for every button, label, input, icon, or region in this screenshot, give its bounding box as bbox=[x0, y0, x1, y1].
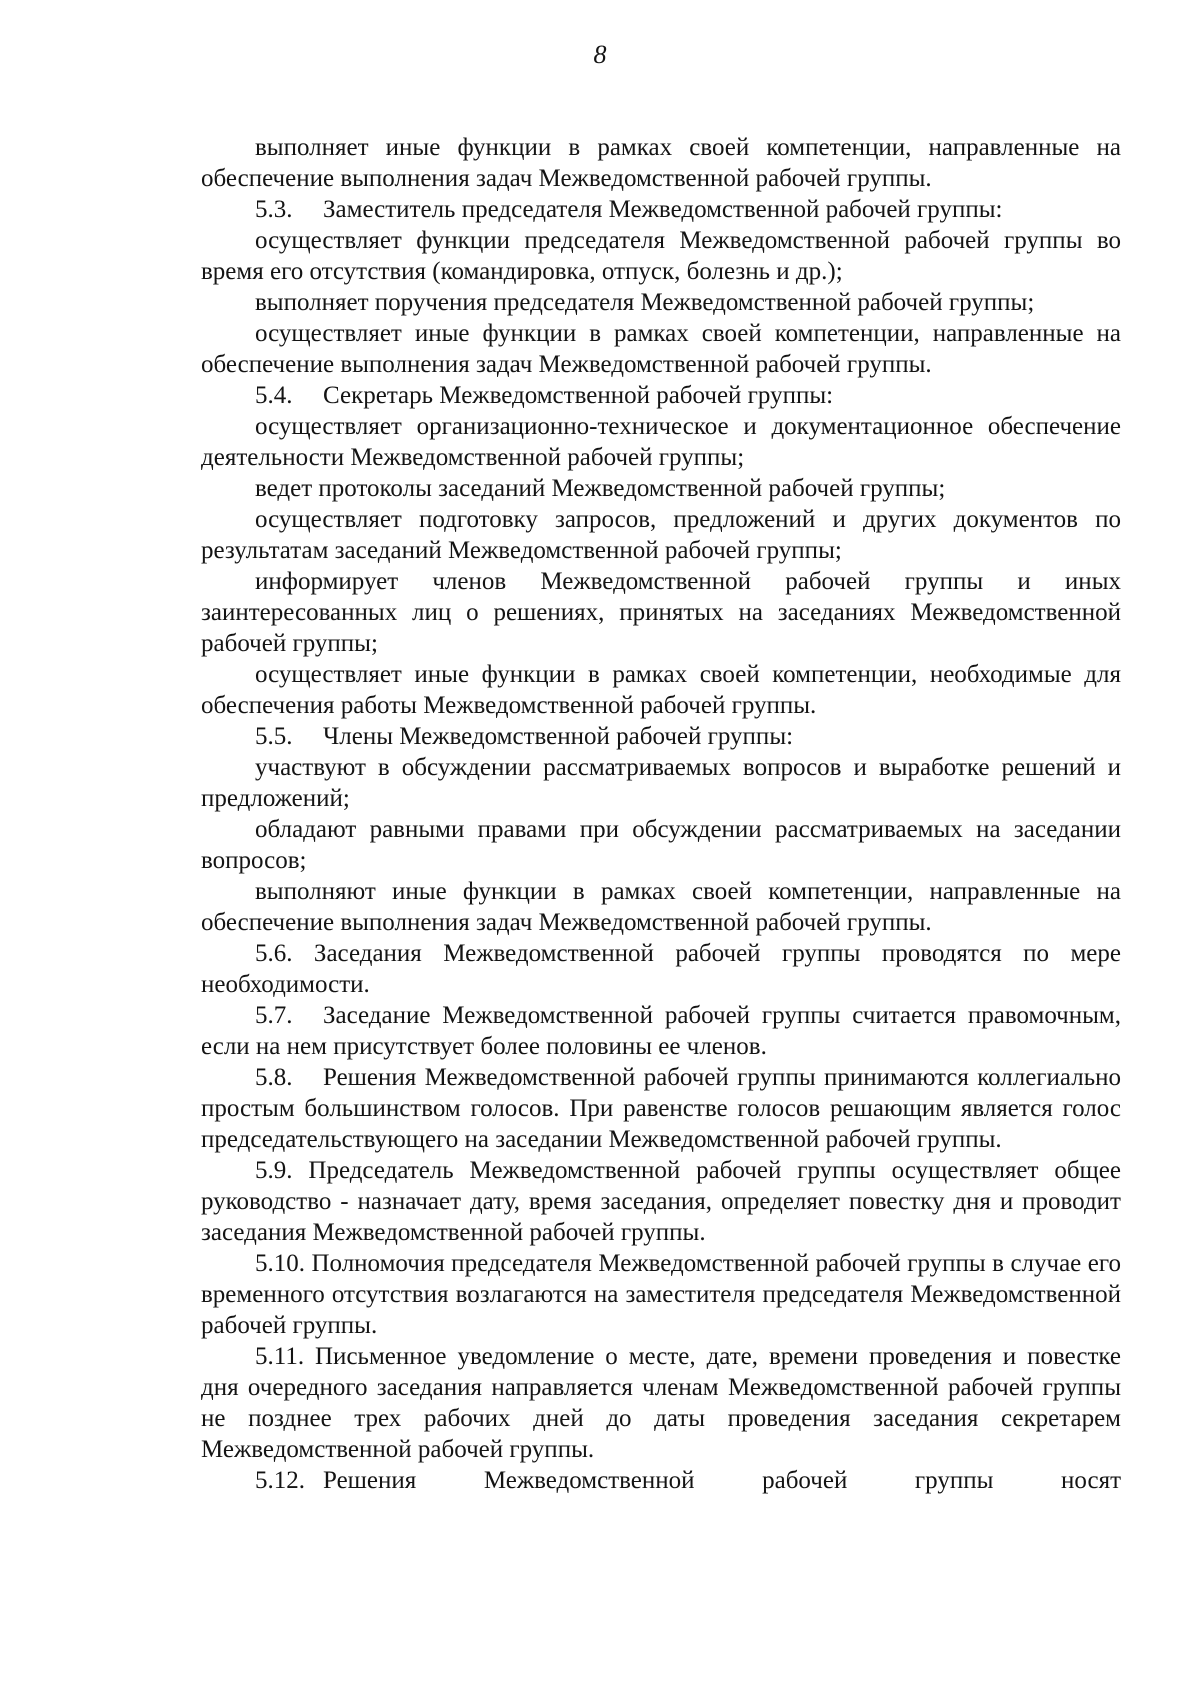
paragraph bbox=[201, 287, 1121, 318]
paragraph bbox=[201, 473, 1121, 504]
paragraph-text: Заседание Межведомственной рабочей группы считается правомочным, если на нем присутствует более половины ее членов. bbox=[201, 1002, 1121, 1060]
paragraph-5-3 bbox=[201, 194, 1121, 225]
paragraph-text: выполняет поручения председателя Межведомственной рабочей группы; bbox=[255, 289, 1035, 316]
paragraph bbox=[201, 814, 1121, 876]
paragraph-5-10 bbox=[201, 1248, 1121, 1341]
paragraph-text: ведет протоколы заседаний Межведомственной рабочей группы; bbox=[255, 475, 946, 502]
paragraph-text: 5.11. Письменное уведомление о месте, дате, времени проведения и повестке дня очередного заседания направляется членам Межведомственной рабочей группы не позднее трех рабочих дней до даты проведения заседания секретарем Межведомственной рабочей группы. bbox=[201, 1343, 1121, 1463]
paragraph bbox=[201, 566, 1121, 659]
paragraph-5-11 bbox=[201, 1341, 1121, 1465]
document-body bbox=[201, 132, 1121, 1496]
paragraph bbox=[201, 132, 1121, 194]
page-number: 8 bbox=[593, 40, 607, 69]
paragraph-text: участвуют в обсуждении рассматриваемых вопросов и выработке решений и предложений; bbox=[201, 754, 1121, 812]
paragraph-text: 5.6. Заседания Межведомственной рабочей группы проводятся по мере необходимости. bbox=[201, 940, 1121, 998]
paragraph-text: осуществляет иные функции в рамках своей компетенции, необходимые для обеспечения работы Межведомственной рабочей группы. bbox=[201, 661, 1121, 719]
paragraph-text: выполняет иные функции в рамках своей компетенции, направленные на обеспечение выполнения задач Межведомственной рабочей группы. bbox=[201, 134, 1121, 192]
paragraph-text: обладают равными правами при обсуждении рассматриваемых на заседании вопросов; bbox=[201, 816, 1121, 874]
paragraph-5-6 bbox=[201, 938, 1121, 1000]
paragraph bbox=[201, 411, 1121, 473]
item-number: 5.3. bbox=[255, 196, 293, 223]
paragraph-text: информирует членов Межведомственной рабочей группы и иных заинтересованных лиц о решениях, принятых на заседаниях Межведомственной рабочей группы; bbox=[201, 568, 1121, 657]
paragraph-text: Решения Межведомственной рабочей группы носят bbox=[323, 1467, 1121, 1494]
item-number: 5.7. bbox=[255, 1002, 293, 1029]
paragraph-text: 5.9. Председатель Межведомственной рабочей группы осуществляет общее руководство - назначает дату, время заседания, определяет повестку дня и проводит заседания Межведомственной рабочей группы. bbox=[201, 1157, 1121, 1246]
paragraph-text: Решения Межведомственной рабочей группы принимаются коллегиально простым большинством голосов. При равенстве голосов решающим является голос председательствующего на заседании Межведомственной рабочей группы. bbox=[201, 1064, 1121, 1153]
paragraph bbox=[201, 225, 1121, 287]
paragraph-text: Секретарь Межведомственной рабочей группы: bbox=[323, 382, 834, 409]
paragraph-5-7 bbox=[201, 1000, 1121, 1062]
paragraph-text: осуществляет организационно-техническое и документационное обеспечение деятельности Межведомственной рабочей группы; bbox=[201, 413, 1121, 471]
paragraph bbox=[201, 318, 1121, 380]
paragraph-5-12 bbox=[201, 1465, 1121, 1496]
paragraph bbox=[201, 504, 1121, 566]
item-number: 5.12. bbox=[255, 1467, 305, 1494]
item-number: 5.5. bbox=[255, 723, 293, 750]
paragraph-5-9 bbox=[201, 1155, 1121, 1248]
paragraph-5-8 bbox=[201, 1062, 1121, 1155]
paragraph-text: Заместитель председателя Межведомственной рабочей группы: bbox=[323, 196, 1003, 223]
paragraph bbox=[201, 752, 1121, 814]
paragraph-text: 5.10. Полномочия председателя Межведомственной рабочей группы в случае его временного отсутствия возлагаются на заместителя председателя Межведомственной рабочей группы. bbox=[201, 1250, 1121, 1339]
paragraph-text: осуществляет иные функции в рамках своей компетенции, направленные на обеспечение выполнения задач Межведомственной рабочей группы. bbox=[201, 320, 1121, 378]
paragraph-text: выполняют иные функции в рамках своей компетенции, направленные на обеспечение выполнения задач Межведомственной рабочей группы. bbox=[201, 878, 1121, 936]
item-number: 5.4. bbox=[255, 382, 293, 409]
paragraph-text: Члены Межведомственной рабочей группы: bbox=[323, 723, 794, 750]
paragraph bbox=[201, 876, 1121, 938]
paragraph bbox=[201, 659, 1121, 721]
paragraph-5-4 bbox=[201, 380, 1121, 411]
item-number: 5.8. bbox=[255, 1064, 293, 1091]
paragraph-5-5 bbox=[201, 721, 1121, 752]
paragraph-text: осуществляет подготовку запросов, предложений и других документов по результатам заседаний Межведомственной рабочей группы; bbox=[201, 506, 1121, 564]
paragraph-text: осуществляет функции председателя Межведомственной рабочей группы во время его отсутствия (командировка, отпуск, болезнь и др.); bbox=[201, 227, 1121, 285]
